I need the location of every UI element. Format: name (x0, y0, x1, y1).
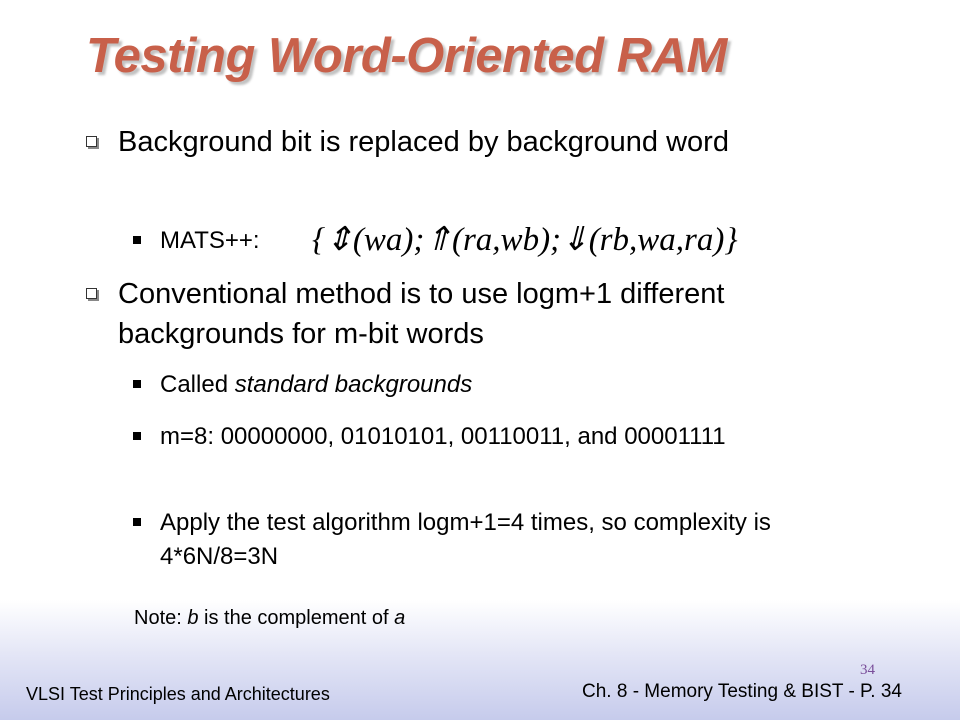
square-bullet-icon (133, 432, 141, 440)
note-var-b: b (187, 607, 199, 629)
square-bullet-icon (133, 236, 141, 244)
mats-formula: {⇕(wa);⇑(ra,wb);⇓(rb,wa,ra)} (312, 222, 738, 258)
slide-title: Testing Word-Oriented RAM (86, 29, 727, 83)
note-middle: is the complement of (198, 607, 395, 629)
bullet-text: Conventional method is to use logm+1 different backgrounds for m-bit words (118, 278, 725, 350)
square-bullet-icon (133, 380, 141, 388)
sub-bullet-label: MATS++: (160, 227, 260, 254)
sub-bullet-text: m=8: 00000000, 01010101, 00110011, and 00001111 (160, 423, 726, 450)
bullet-text: Background bit is replaced by background word (118, 126, 729, 158)
footer-book-title: VLSI Test Principles and Architectures (26, 684, 330, 704)
note-prefix: Note: (134, 607, 188, 629)
sub-bullet-text: Apply the test algorithm logm+1=4 times, so complexity is 4*6N/8=3N (160, 509, 771, 570)
hollow-square-bullet-icon (86, 136, 97, 147)
note-var-a: a (394, 607, 406, 629)
bullet-conventional-method (118, 274, 858, 354)
footer-chapter-page: Ch. 8 - Memory Testing & BIST - P. 34 (582, 681, 902, 702)
complement-note (134, 607, 405, 630)
sub-bullet-complexity (160, 506, 840, 574)
hollow-square-bullet-icon (86, 288, 97, 299)
sub-bullet-m8-backgrounds (160, 420, 840, 454)
square-bullet-icon (133, 518, 141, 526)
sub-bullet-prefix: Called (160, 371, 235, 398)
sub-bullet-standard-backgrounds (160, 368, 840, 402)
sub-bullet-italic-term: standard backgrounds (234, 371, 473, 398)
bullet-background-word (118, 122, 858, 162)
page-number-small: 34 (860, 662, 875, 678)
